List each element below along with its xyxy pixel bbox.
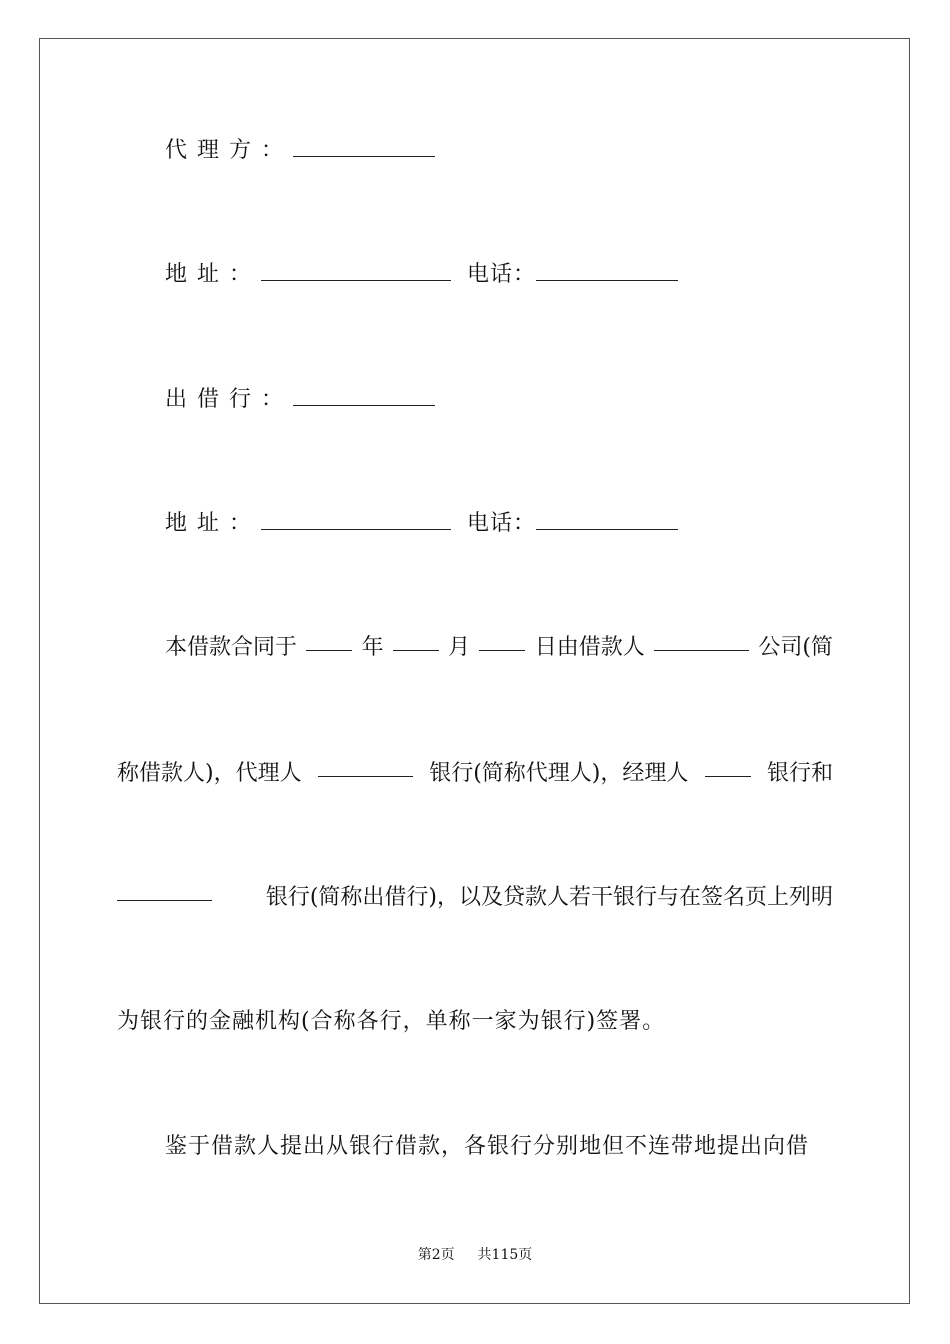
manager-blank[interactable] <box>705 754 751 777</box>
page-footer <box>0 1245 950 1265</box>
lender-blank[interactable] <box>293 383 435 406</box>
agent-blank[interactable] <box>293 134 435 157</box>
para1-line3 <box>117 878 833 918</box>
phone-label: 电话： <box>467 511 537 536</box>
address-label: 地址： <box>165 511 262 536</box>
day-blank[interactable] <box>479 628 525 651</box>
lender-address-line <box>117 504 833 544</box>
para1-line1 <box>117 628 833 668</box>
text: 为银行的金融机构(合称各行，单称一家为银行)签署。 <box>117 1009 666 1034</box>
text: 银行和 <box>766 761 833 786</box>
text: 银行(简称出借行)，以及贷款人若干银行与在签名页上列明 <box>265 885 833 910</box>
address-blank[interactable] <box>261 258 451 281</box>
text: 鉴于借款人提出从银行借款，各银行分别地但不连带地提出向借 <box>165 1134 810 1159</box>
agent-line <box>117 131 833 171</box>
para2-line1 <box>117 1127 833 1167</box>
phone-label: 电话： <box>467 262 537 287</box>
text: 月 <box>448 635 471 660</box>
agent-label: 代理方： <box>165 138 294 163</box>
text: 公司(简 <box>758 635 833 660</box>
page-border <box>39 38 910 1304</box>
para1-line4 <box>117 1002 833 1042</box>
address-label: 地址： <box>165 262 262 287</box>
lender-bank-blank[interactable] <box>117 878 212 901</box>
text: 称借款人)，代理人 <box>117 761 302 786</box>
agent-address-line <box>117 255 833 295</box>
lender-label: 出借行： <box>165 387 294 412</box>
page-number: 第2页 <box>417 1247 455 1263</box>
address-blank[interactable] <box>261 507 451 530</box>
lender-line <box>117 380 833 420</box>
agent-bank-blank[interactable] <box>318 754 413 777</box>
phone-blank[interactable] <box>536 507 678 530</box>
text: 年 <box>361 635 384 660</box>
month-blank[interactable] <box>393 628 439 651</box>
year-blank[interactable] <box>306 628 352 651</box>
text: 银行(简称代理人)，经理人 <box>429 761 689 786</box>
borrower-blank[interactable] <box>654 628 749 651</box>
phone-blank[interactable] <box>536 258 678 281</box>
text: 本借款合同于 <box>165 635 298 660</box>
text: 日由借款人 <box>534 635 645 660</box>
para1-line2 <box>117 754 833 794</box>
page-total: 共115页 <box>477 1247 533 1263</box>
